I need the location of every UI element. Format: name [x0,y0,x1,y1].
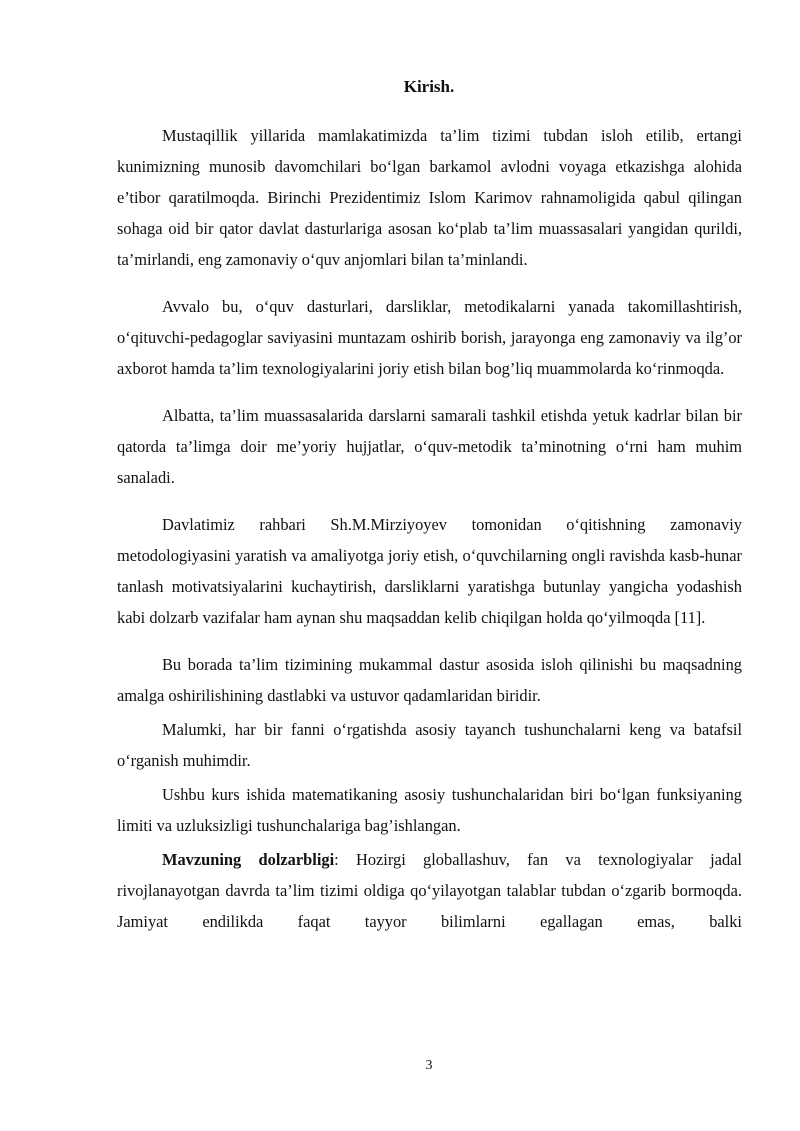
relevance-text: : Hozirgi globallashuv, fan va texnologiyalar jadal rivojlanayotgan davrda ta’lim tizimi oldiga qo‘yilayotgan talablar tubdan o‘zgarib bormoqda. Jamiyat endilikda faqat tayyor bilimlarni egallagan emas, balki [117,850,742,931]
document-body [117,120,742,937]
relevance-heading: Mavzuning dolzarbligi [162,850,335,869]
paragraph-relevance [117,844,742,937]
paragraph-1: Mustaqillik yillarida mamlakatimizda ta’lim tizimi tubdan isloh etilib, ertangi kunimizning munosib davomchilari bo‘lgan barkamol avlodni voyaga etkazishga alohida e’tibor qaratilmoqda. Birinchi Prezidentimiz Islom Karimov rahnamoligida qabul qilingan sohaga oid bir qator davlat dasturlariga asosan ko‘plab ta’lim muassasalari yangidan qurildi, ta’mirlandi, eng zamonaviy o‘quv anjomlari bilan ta’minlandi. [117,126,742,269]
paragraph-2: Avvalo bu, o‘quv dasturlari, darsliklar, metodikalarni yanada takomillashtirish, o‘qituvchi-pedagoglar saviyasini muntazam oshirib borish, jarayonga eng zamonaviy va ilg’or axborot hamda ta’lim texnologiyalarini joriy etish bilan bog’liq muammolarda ko‘rinmoqda. [117,297,742,378]
page-title: Kirish. [403,77,455,96]
paragraph-4: Davlatimiz rahbari Sh.M.Mirziyoyev tomonidan o‘qitishning zamonaviy metodologiyasini yaratish va amaliyotga joriy etish, o‘quvchilarning ongli ravishda kasb-hunar tanlash motivatsiyalarini kuchaytirish, darsliklarni yaratishga butunlay yangicha yodashish kabi dolzarb vazifalar ham aynan shu maqsaddan kelib chiqilgan holda qo‘yilmoqda [11]. [117,515,742,627]
paragraph-7: Ushbu kurs ishida matematikaning asosiy tushunchalaridan biri bo‘lgan funksiyaning limiti va uzluksizligi tushunchalariga bag’ishlangan. [117,785,742,835]
paragraph-6: Malumki, har bir fanni o‘rgatishda asosiy tayanch tushunchalarni keng va batafsil o‘rganish muhimdir. [117,720,742,770]
paragraph-5: Bu borada ta’lim tizimining mukammal dastur asosida isloh qilinishi bu maqsadning amalga oshirilishining dastlabki va ustuvor qadamlaridan biridir. [117,655,742,705]
paragraph-3: Albatta, ta’lim muassasalarida darslarni samarali tashkil etishda yetuk kadrlar bilan bir qatorda ta’limga doir me’yoriy hujjatlar, o‘quv-metodik ta’minotning o‘rni ham muhim sanaladi. [117,406,742,487]
page-number: 3 [425,1058,433,1073]
